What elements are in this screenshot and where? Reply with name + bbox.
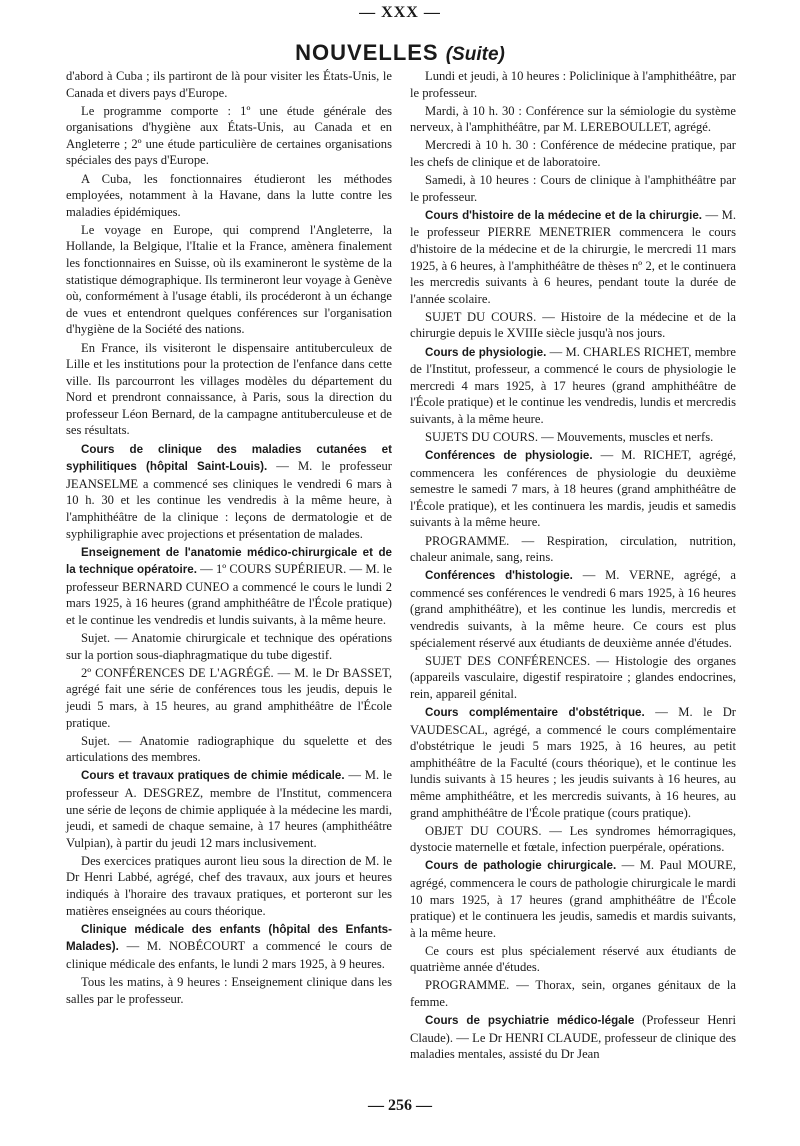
paragraph (66, 171, 392, 221)
paragraph-text: OBJET DU COURS. — Les syndromes hémorragiques, dystocie maternelle et fœtale, infection puerpérale, opérations. (410, 823, 736, 855)
paragraph (410, 533, 736, 566)
paragraph (410, 137, 736, 170)
paragraph-heading: Clinique médicale des enfants (hôpital des Enfants-Malades). (66, 922, 392, 954)
paragraph-text: Le voyage en Europe, qui comprend l'Angleterre, la Hollande, la Belgique, l'Italie et la France, amènera finalement les fonctionnaires en Suisse, où ils examineront le système de la statistique démographique. Ils termineront leur voyage à Genève où, conformément à l'usage établi, ils procéderont à un échange de vues et entendront quelques conférences sur l'organisation d'hygiène de la Société des nations. (66, 222, 392, 337)
right-column (410, 68, 736, 1064)
paragraph-heading: Cours complémentaire d'obstétrique. (425, 705, 645, 719)
paragraph (410, 429, 736, 446)
left-column (66, 68, 392, 1009)
paragraph-text: SUJET DES CONFÉRENCES. — Histologie des organes (appareils vasculaire, digestif respiratoire ; glandes endocrines, rein, appareil génital. (410, 653, 736, 701)
paragraph (66, 853, 392, 919)
paragraph-heading: Cours d'histoire de la médecine et de la chirurgie. (425, 208, 702, 222)
paragraph-heading: Cours de pathologie chirurgicale. (425, 859, 617, 873)
paragraph (66, 665, 392, 731)
paragraph-text: 2º CONFÉRENCES DE L'AGRÉGÉ. — M. le Dr BASSET, agrégé fait une série de conférences tous les jeudis, depuis le jeudi 5 mars, à 15 heures, au grand amphithéâtre de l'École pratique. (66, 665, 392, 730)
paragraph-text: Le programme comporte : 1º une étude générale des organisations d'hygiène aux États-Unis, au Canada et en Angleterre ; 2º une étude particulière de certaines organisations spéciales des pays d'Europe. (66, 103, 392, 168)
section-title-text: NOUVELLES (295, 40, 439, 65)
paragraph-heading: Cours de clinique des maladies cutanées et syphilitiques (hôpital Saint-Louis). (66, 442, 392, 474)
page-number: — 256 — (368, 1097, 432, 1114)
paragraph-heading: Conférences d'histologie. (425, 569, 573, 583)
paragraph (410, 857, 736, 941)
paragraph-text: Tous les matins, à 9 heures : Enseignement clinique dans les salles par le professeur. (66, 974, 392, 1006)
paragraph-text: — M. le professeur A. DESGREZ, membre de l'Institut, commencera une série de leçons de chimie appliquée à la médecine les mardi, jeudi, et samedi de chaque semaine, à 17 heures (amphithéâtre Vulpian), à partir du jeudi 12 mars inclusivement. (66, 768, 392, 850)
paragraph-heading: Cours de physiologie. (425, 345, 547, 359)
paragraph-text: — 1º COURS SUPÉRIEUR. — M. le professeur BERNARD CUNEO a commencé le cours le lundi 2 mars 1925, à 16 heures (grand amphithéâtre de l'École pratique) et le continue les vendredis et lundis suivants, à la même heure. (66, 562, 392, 627)
paragraph (410, 309, 736, 342)
paragraph (66, 630, 392, 663)
paragraph-text: Mardi, à 10 h. 30 : Conférence sur la sémiologie du système nerveux, à l'amphithéâtre, par M. LEREBOULLET, agrégé. (410, 103, 736, 135)
paragraph (410, 977, 736, 1010)
paragraph (66, 733, 392, 766)
paragraph (410, 653, 736, 703)
paragraph-heading: Enseignement de l'anatomie médico-chirurgicale et de la technique opératoire. (66, 545, 392, 577)
paragraph (66, 68, 392, 101)
paragraph (66, 974, 392, 1007)
paragraph (410, 567, 736, 651)
paragraph-text: (Professeur Henri Claude). — Le Dr HENRI CLAUDE, professeur de clinique des maladies mentales, assisté du Dr Jean (410, 1013, 736, 1062)
section-title-suffix: (Suite) (445, 44, 505, 65)
paragraph (410, 823, 736, 856)
paragraph (410, 1012, 736, 1063)
paragraph-heading: Cours de psychiatrie médico-légale (425, 1014, 635, 1028)
paragraph-text: En France, ils visiteront le dispensaire antituberculeux de Lille et les institutions pour la protection de l'enfance dans cette ville. Ils parcourront les villages modèles du département du Nord et prendront connaissance, à Paris, sous la direction du professeur Léon Bernard, de la campagne antituberculeuse et de ses résultats. (66, 340, 392, 438)
paragraph (66, 921, 392, 973)
paragraph-text: Lundi et jeudi, à 10 heures : Policlinique à l'amphithéâtre, par le professeur. (410, 69, 736, 100)
paragraph-text: — M. NOBÉCOURT a commencé le cours de clinique médicale des enfants, le lundi 2 mars 1925, à 9 heures. (66, 939, 392, 971)
paragraph (66, 544, 392, 629)
paragraph (410, 207, 736, 308)
paragraph-text: PROGRAMME. — Thorax, sein, organes génitaux de la femme. (410, 978, 736, 1010)
paragraph (66, 767, 392, 851)
section-title (0, 40, 800, 66)
paragraph-text: SUJETS DU COURS. — Mouvements, muscles et nerfs. (425, 429, 714, 444)
paragraph-text: — M. CHARLES RICHET, membre de l'Institut, professeur, a commencé le cours de physiologie le mercredi 4 mars 1925, à 17 heures (grand amphithéâtre de l'École pratique) et le continue les vendredis, lundis et mercredis suivants, à la même heure. (410, 344, 736, 426)
paragraph-text: — M. VERNE, agrégé, a commencé ses conférences le vendredi 6 mars 1925, à 16 heures (grand amphithéâtre), et les continue les lundis, mercredis et vendredis suivants, à la même heure. Ce cours est plus spécialement réservé aux étudiants de deuxième année d'études. (410, 568, 736, 650)
paragraph-text: — M. le professeur JEANSELME a commencé ses cliniques le vendredi 6 mars à 10 h. 30 et les continue les vendredis à la même heure, à l'amphithéâtre de la clinique : leçons de dermatologie et de syphiligraphie avec projections et présentation de malades. (66, 459, 392, 541)
paragraph (66, 340, 392, 440)
paragraph-heading: Cours et travaux pratiques de chimie médicale. (81, 769, 345, 783)
paragraph (66, 441, 392, 543)
paragraph (410, 344, 736, 428)
paragraph-text: Mercredi à 10 h. 30 : Conférence de médecine pratique, par les chefs de clinique et de laboratoire. (410, 138, 736, 169)
paragraph-text: Sujet. — Anatomie radiographique du squelette et des articulations des membres. (66, 733, 392, 765)
paragraph (410, 103, 736, 136)
paragraph (66, 222, 392, 338)
roman-page-number: — XXX — (359, 4, 441, 21)
paragraph-heading: Conférences de physiologie. (425, 449, 593, 463)
paragraph (410, 704, 736, 821)
paragraph (66, 103, 392, 169)
paragraph-text: — M. le professeur PIERRE MENETRIER commencera le cours d'histoire de la médecine et de la chirurgie, le mercredi 11 mars 1925, à 6 heures, à l'amphithéâtre de thèses nº 2, et le continuera les mercredis suivants à 6 heures, pendant toute la durée de l'année scolaire. (410, 207, 736, 306)
paragraph (410, 943, 736, 976)
paragraph-text: Des exercices pratiques auront lieu sous la direction de M. le Dr Henri Labbé, agrégé, chef des travaux, aux jours et heures indiqués à l'horaire des travaux pratiques, et porteront sur les matières enseignées au cours théorique. (66, 853, 392, 918)
paragraph-text: SUJET DU COURS. — Histoire de la médecine et de la chirurgie depuis le XVIIIe siècle jusqu'à nos jours. (410, 309, 736, 341)
paragraph-text: — M. RICHET, agrégé, commencera les conférences de physiologie du deuxième semestre le samedi 7 mars, à 18 heures (grand amphithéâtre de l'École pratique), et les continuera les mardis, jeudis et samedis suivants à la même heure. (410, 448, 736, 530)
paragraph-text: — M. le Dr VAUDESCAL, agrégé, a commencé le cours complémentaire d'obstétrique le jeudi 5 mars 1925, à 16 heures, au petit amphithéâtre de la Faculté (cours théorique), et le continue les lundis suivants à 15 heures ; les jeudis suivants à 16 heures, au même amphithéâtre, et les mercredis suivants, à 16 heures, au grand amphithéâtre de l'École pratique (cours pratique). (410, 704, 736, 820)
paragraph-text: A Cuba, les fonctionnaires étudieront les méthodes employées, notamment à la Havane, dans la lutte contre les maladies épidémiques. (66, 171, 392, 219)
paragraph (410, 447, 736, 531)
paragraph-text: d'abord à Cuba ; ils partiront de là pour visiter les États-Unis, le Canada et divers pays d'Europe. (66, 69, 392, 100)
paragraph-text: Ce cours est plus spécialement réservé aux étudiants de quatrième année d'études. (410, 943, 736, 975)
paragraph (410, 172, 736, 205)
paragraph (410, 68, 736, 101)
paragraph-text: Sujet. — Anatomie chirurgicale et technique des opérations sur la portion sous-diaphragmatique du tube digestif. (66, 631, 392, 662)
paragraph-text: Samedi, à 10 heures : Cours de clinique à l'amphithéâtre par le professeur. (410, 173, 736, 204)
paragraph-text: — M. Paul MOURE, agrégé, commencera le cours de pathologie chirurgicale le mardi 10 mars 1925, à 17 heures (grand amphithéâtre de l'École pratique) et le continuera les jeudis, samedis et mardis suivants, à la même heure. (410, 858, 737, 940)
paragraph-text: PROGRAMME. — Respiration, circulation, nutrition, chaleur animale, sang, reins. (410, 533, 736, 565)
